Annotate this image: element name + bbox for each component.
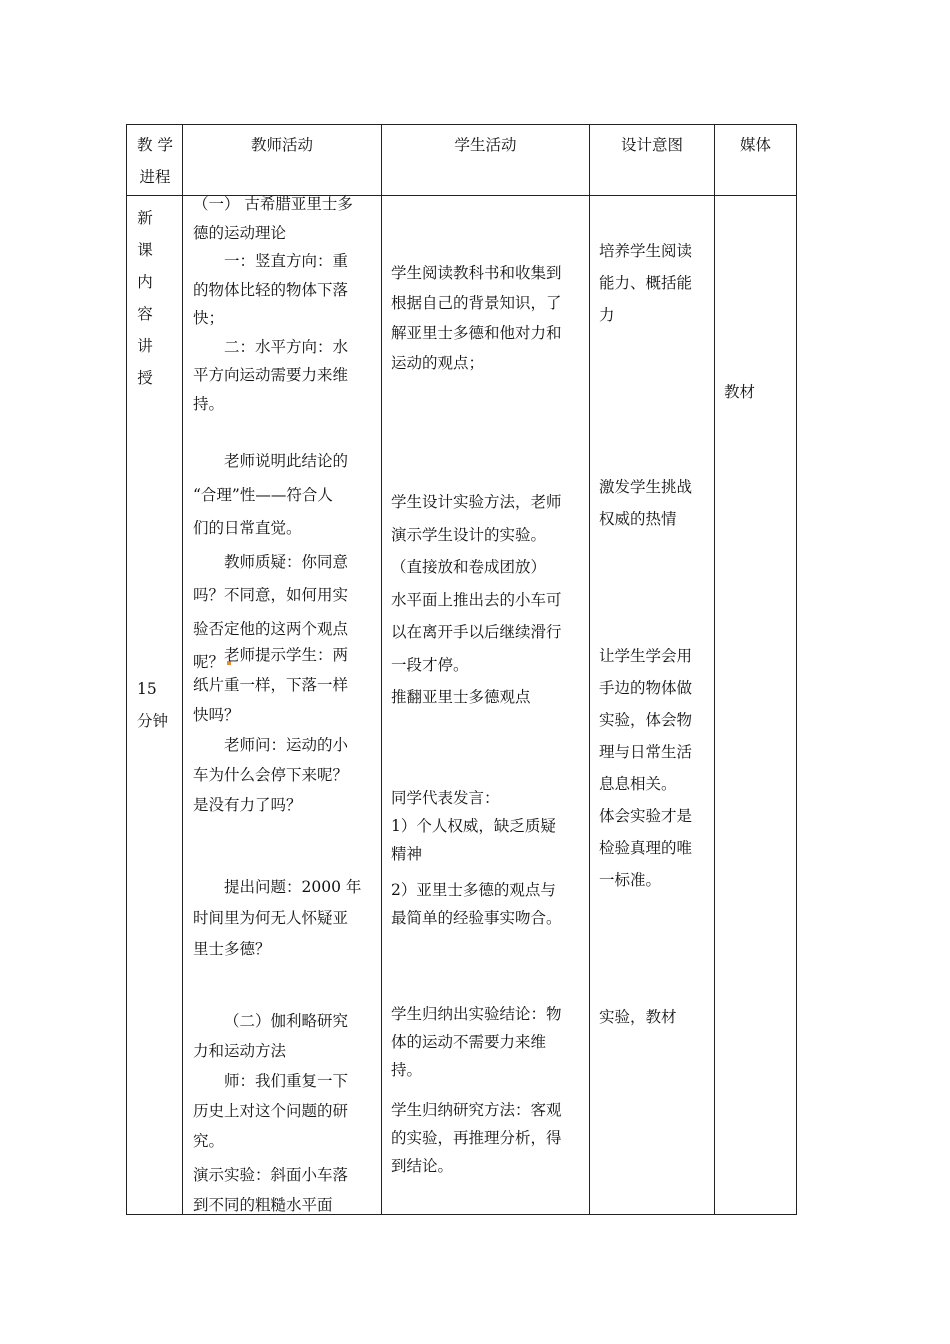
- intent-b2-line-1: 激发学生挑战: [599, 478, 693, 496]
- intent-block-4: [599, 1001, 709, 1033]
- stage-char-2: 课: [137, 241, 153, 259]
- student-b1-line-2: 根据自己的背景知识，了: [391, 294, 562, 312]
- student-b4-line-5: 的实验，再推理分析，得: [391, 1129, 562, 1147]
- student-b2-line-4: 水平面上推出去的小车可: [391, 590, 562, 609]
- header-stage-line-1: 教 学: [137, 136, 173, 154]
- intent-b1-line-2: 能力、概括能: [599, 274, 693, 292]
- student-b4-line-2: 体的运动不需要力来维: [391, 1033, 547, 1051]
- teacher-b6-line-1: 演示实验：斜面小车落: [193, 1166, 349, 1184]
- teacher-block-6: [193, 1160, 373, 1220]
- teacher-block-4: [193, 872, 373, 965]
- student-block-3: [391, 784, 583, 932]
- teacher-b3-line-6: 是没有力了吗？: [193, 796, 302, 814]
- student-b3-line-1: 同学代表发言：: [391, 789, 500, 807]
- teacher-b5-line-3: 师：我们重复一下: [224, 1072, 349, 1090]
- teacher-b2-line-3: 们的日常直觉。: [193, 519, 302, 537]
- teacher-b2-line-4: 教师质疑：你同意: [224, 552, 349, 571]
- teacher-b1-line-6: 二：水平方向：水: [224, 337, 349, 356]
- student-b2-line-5: 以在离开手以后继续滑行: [391, 623, 562, 641]
- student-block-1: [391, 258, 583, 378]
- header-stage-line-2: 进程: [139, 168, 171, 186]
- header-media: 媒体: [739, 136, 771, 154]
- column-divider-3: [589, 124, 590, 1215]
- teacher-b3-line-5: 车为什么会停下来呢？: [193, 766, 349, 784]
- table-right-border: [796, 124, 797, 1215]
- teacher-b1-line-4: 的物体比轻的物体下落: [193, 280, 349, 299]
- teacher-b3-line-4: 老师问：运动的小: [224, 736, 349, 754]
- student-b3-line-4: 2）亚里士多德的观点与: [391, 881, 556, 899]
- student-b4-line-6: 到结论。: [391, 1157, 454, 1175]
- student-block-2: [391, 486, 583, 714]
- student-b3-line-3: 精神: [391, 845, 423, 863]
- student-b4-line-3: 持。: [391, 1061, 423, 1079]
- teacher-b4-line-2: 时间里为何无人怀疑亚: [193, 909, 349, 927]
- teacher-b3-line-2: 纸片重一样，下落一样: [193, 676, 349, 694]
- student-b2-line-3: （直接放和卷成团放）: [391, 558, 547, 576]
- teacher-block-1: [193, 190, 373, 418]
- teacher-b2-line-7-text: 呢？: [193, 653, 225, 671]
- header-teacher: 教师活动: [250, 136, 313, 154]
- teacher-b1-line-3: 一：竖直方向：重: [224, 252, 349, 270]
- student-b2-line-6: 一段才停。: [391, 655, 469, 674]
- column-divider-1: [182, 124, 183, 1215]
- student-b2-line-2: 演示学生设计的实验。: [391, 525, 547, 544]
- column-divider-4: [714, 124, 715, 1215]
- stage-time-unit: 分钟: [137, 712, 169, 730]
- stage-section-label: [130, 202, 160, 394]
- teacher-b1-line-8: 持。: [193, 394, 225, 413]
- student-block-4: [391, 1000, 583, 1180]
- stage-char-1: 新: [137, 209, 153, 227]
- intent-b1-line-3: 力: [599, 306, 615, 324]
- teacher-b5-line-2: 力和运动方法: [193, 1042, 287, 1060]
- student-b1-line-1: 学生阅读教科书和收集到: [391, 264, 562, 282]
- stage-time: [137, 673, 181, 737]
- intent-block-2: [599, 471, 709, 535]
- header-stage: [130, 129, 180, 193]
- intent-b3-line-1: 让学生学会用: [599, 647, 693, 665]
- student-b2-line-7: 推翻亚里士多德观点: [391, 688, 531, 706]
- student-b3-line-2: 1）个人权威，缺乏质疑: [391, 817, 556, 835]
- table-left-border: [126, 124, 127, 1215]
- intent-block-3: [599, 640, 709, 896]
- student-b1-line-4: 运动的观点；: [391, 354, 485, 372]
- teacher-b3-line-3: 快吗？: [193, 706, 240, 724]
- teacher-b1-line-1: （一） 古希腊亚里士多: [193, 195, 353, 213]
- teacher-b6-line-2: 到不同的粗糙水平面: [193, 1196, 333, 1214]
- intent-b3-line-2: 手边的物体做: [599, 679, 693, 697]
- teacher-block-3: [193, 640, 373, 820]
- student-b3-line-5: 最简单的经验事实吻合。: [391, 909, 562, 927]
- teacher-b1-line-5: 快；: [193, 309, 225, 327]
- teacher-b5-line-4: 历史上对这个问题的研: [193, 1102, 349, 1120]
- teacher-b2-line-5: 吗？不同意，如何用实: [193, 586, 349, 604]
- stage-char-6: 授: [137, 369, 153, 387]
- student-b1-line-3: 解亚里士多德和他对力和: [391, 324, 562, 342]
- teacher-b1-line-7: 平方向运动需要力来维: [193, 366, 349, 384]
- intent-block-1: [599, 235, 709, 331]
- intent-b3-line-7: 检验真理的唯: [599, 839, 693, 857]
- teacher-b4-line-1: 提出问题：2000 年: [224, 878, 362, 896]
- stage-char-3: 内: [137, 273, 153, 291]
- teacher-b5-line-5: 究。: [193, 1132, 225, 1150]
- intent-b3-line-5: 息息相关。: [599, 775, 677, 793]
- header-intent: 设计意图: [620, 136, 683, 154]
- student-b4-line-4: 学生归纳研究方法：客观: [391, 1101, 562, 1119]
- intent-b3-line-8: 一标准。: [599, 871, 662, 889]
- intent-b3-line-6: 体会实验才是: [599, 807, 693, 825]
- intent-b1-line-1: 培养学生阅读: [599, 242, 693, 260]
- table-top-border: [126, 124, 797, 125]
- column-divider-2: [381, 124, 382, 1215]
- student-b2-line-1: 学生设计实验方法，老师: [391, 493, 562, 511]
- student-b4-line-1: 学生归纳出实验结论：物: [391, 1005, 562, 1023]
- teacher-b2-line-1: 老师说明此结论的: [224, 452, 349, 470]
- stage-char-4: 容: [137, 305, 153, 323]
- intent-b2-line-2: 权威的热情: [599, 510, 677, 528]
- teacher-b4-line-3: 里士多德？: [193, 940, 271, 958]
- stage-char-5: 讲: [137, 337, 153, 355]
- media-textbook: 教材: [724, 383, 756, 401]
- teacher-b2-line-2: “合理”性——符合人: [193, 485, 333, 504]
- intent-b3-line-3: 实验，体会物: [599, 711, 693, 729]
- teacher-b5-line-1: （二）伽利略研究: [224, 1012, 349, 1030]
- header-student: 学生活动: [454, 136, 517, 154]
- intent-b3-line-4: 理与日常生活: [599, 743, 693, 761]
- teacher-b1-line-2: 德的运动理论: [193, 223, 287, 242]
- teacher-b2-line-6: 验否定他的这两个观点: [193, 619, 349, 638]
- intent-b4-line-1: 实验，教材: [599, 1008, 677, 1026]
- stage-time-number: 15: [137, 680, 157, 698]
- teacher-b3-line-1: 老师提示学生：两: [224, 646, 349, 664]
- teacher-block-5: [193, 1006, 373, 1156]
